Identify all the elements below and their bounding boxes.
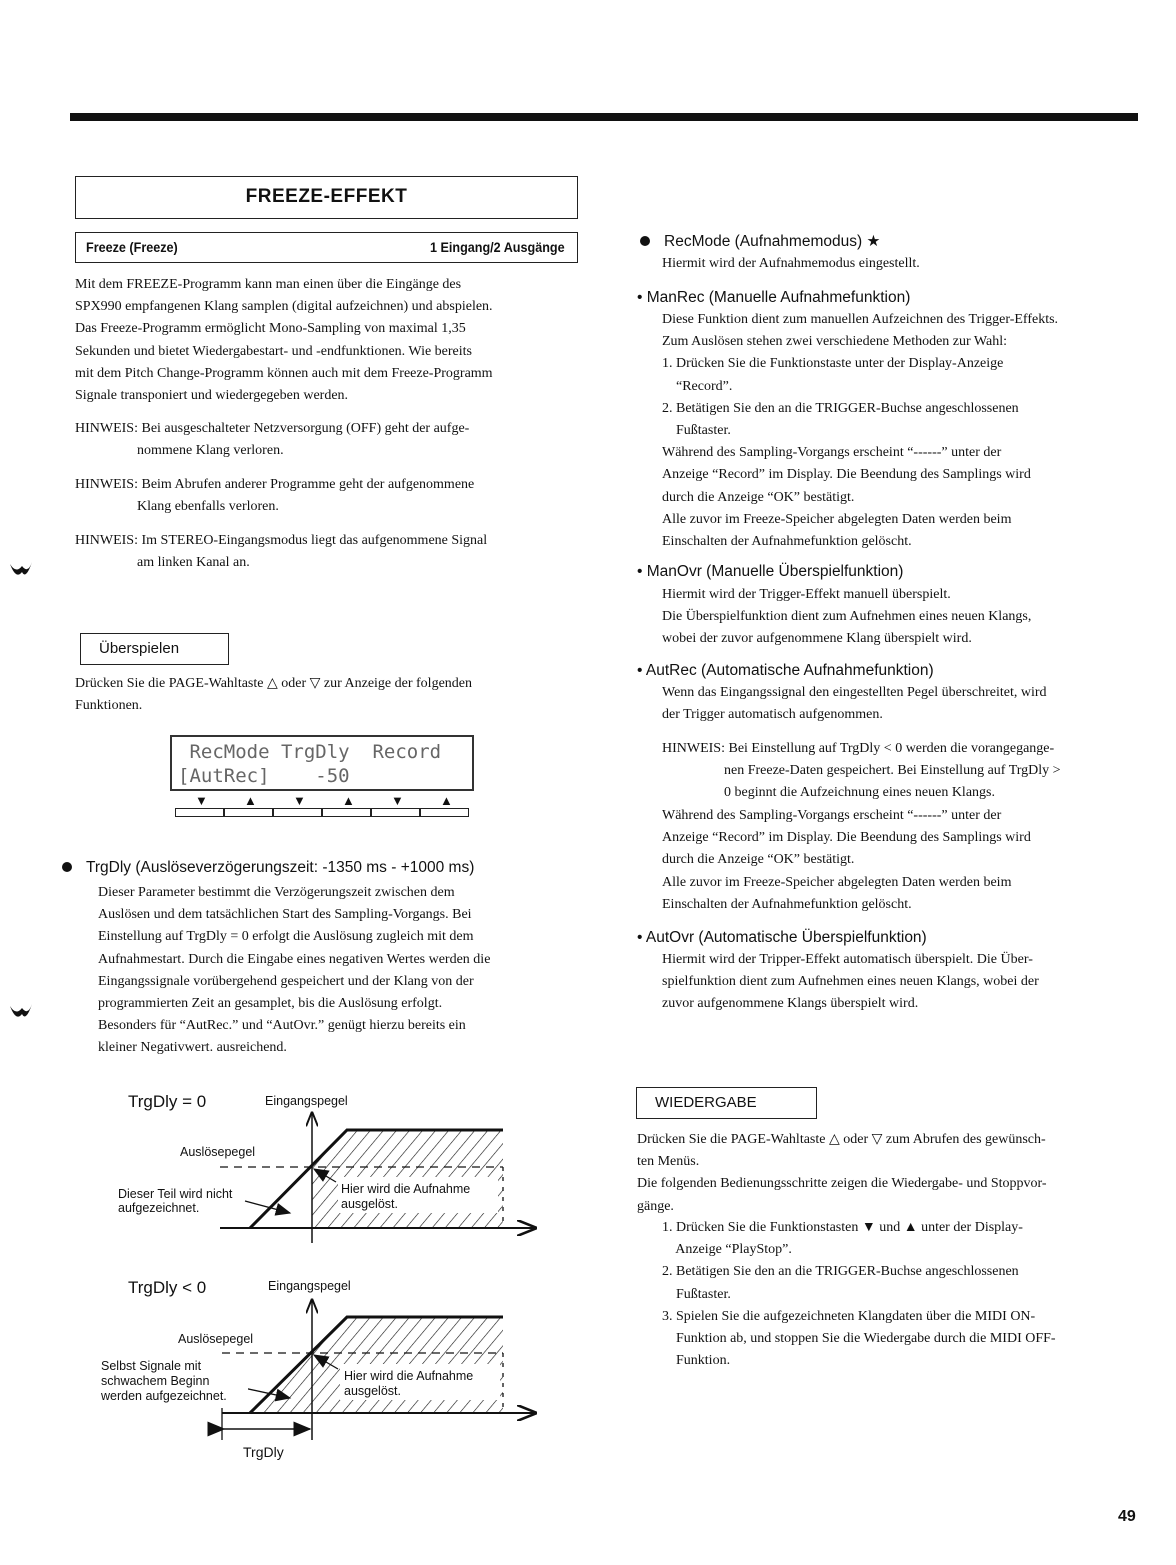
text-line: nen Freeze-Daten gespeichert. Bei Einstellung auf TrgDly > (724, 763, 1061, 779)
text-line: Signale transponiert und wiedergegeben werden. (75, 388, 349, 404)
diagram2-note-right: Hier wird die Aufnahme (344, 1369, 474, 1383)
text-line: HINWEIS: Bei Einstellung auf TrgDly < 0 werden die vorangegange- (662, 741, 1055, 756)
manrec-text (662, 309, 1058, 553)
text-line: SPX990 empfangenen Klang samplen (digital aufzeichnen) und abspielen. (75, 299, 493, 315)
text-line: Drücken Sie die PAGE-Wahltaste △ oder ▽ zum Abrufen des gewünsch- (637, 1132, 1046, 1147)
manrec-heading: • ManRec (Manuelle Aufnahmefunktion) (637, 289, 911, 306)
autovr-text (662, 949, 1039, 1016)
text-line: Einschalten der Aufnahmefunktion gelöscht. (662, 534, 912, 550)
text-line: Während des Sampling-Vorgangs erscheint “------” unter der (662, 445, 1002, 461)
text-line: Anzeige “PlayStop”. (662, 1242, 792, 1258)
manovr-heading: • ManOvr (Manuelle Überspielfunktion) (637, 563, 904, 580)
lcd-line-1: RecMode TrgDly Record (178, 741, 442, 763)
diagram1-note-right: ausgelöst. (341, 1197, 398, 1211)
text-line: 1. Drücken Sie die Funktionstaste unter der Display-Anzeige (662, 356, 1004, 372)
text-line: 2. Betätigen Sie den an die TRIGGER-Buchse angeschlossenen (662, 1264, 1019, 1280)
playback-steps (662, 1217, 1056, 1372)
playback-text (637, 1129, 1047, 1218)
bullet-icon (640, 236, 650, 246)
text-line: Klang ebenfalls verloren. (137, 499, 279, 515)
playback-heading: WIEDERGABE (655, 1094, 757, 1111)
text-line: HINWEIS: Beim Abrufen anderer Programme geht der aufgenommene (75, 477, 475, 492)
text-line: mit dem Pitch Change-Programm können auch mit dem Freeze-Programm (75, 365, 493, 381)
text-line: Alle zuvor im Freeze-Speicher abgelegten Daten werden beim (662, 874, 1012, 890)
text-line: gänge. (637, 1198, 674, 1214)
autrec-text (662, 682, 1047, 726)
text-line: “Record”. (662, 378, 733, 394)
trigger-diagrams (0, 0, 600, 1480)
text-line: Hiermit wird der Trigger-Effekt manuell überspielt. (662, 587, 951, 602)
text-line: Diese Funktion dient zum manuellen Aufzeichnen des Trigger-Effekts. (662, 312, 1059, 327)
text-line: Mit dem FREEZE-Programm kann man einen über die Eingänge des (75, 277, 462, 292)
diagram1-note-left: Dieser Teil wird nicht (118, 1187, 233, 1201)
text-line: HINWEIS: Bei ausgeschalteter Netzversorgung (OFF) geht der aufge- (75, 421, 470, 436)
trgdly-heading-text: TrgDly (Auslöseverzögerungszeit: -1350 ms - +1000 ms) (86, 859, 475, 876)
text-line: Funktionen. (75, 698, 143, 714)
text-line: Auslösen und dem tatsächlichen Start des Sampling-Vorgangs. Bei (98, 907, 472, 923)
text-line: Eingangssignale vorübergehend gespeichert und der Klang von der (98, 973, 474, 989)
text-line: Hiermit wird der Tripper-Effekt automatisch überspielt. Die Über- (662, 952, 1033, 967)
text-line: ten Menüs. (637, 1154, 700, 1170)
diagram1-trigger-label: Auslösepegel (180, 1145, 256, 1159)
text-line: Hiermit wird der Aufnahmemodus eingestellt. (662, 256, 920, 271)
arrow-up-icon: ▲ (342, 793, 355, 808)
text-line: Einschalten der Aufnahmefunktion gelöscht. (662, 896, 912, 912)
text-line: wobei der zuvor aufgenommene Klang überspielt wird. (662, 631, 972, 647)
recmode-heading (640, 232, 880, 252)
diagram-trgdly-zero (118, 1092, 535, 1243)
text-line: HINWEIS: Im STEREO-Eingangsmodus liegt das aufgenommene Signal (75, 533, 488, 548)
text-line: Sekunden und bietet Wiedergabestart- und -endfunktionen. Wie bereits (75, 343, 472, 359)
recmode-heading-text: RecMode (Aufnahmemodus) ★ (664, 233, 881, 250)
diagram-trgdly-negative (98, 1278, 535, 1460)
manovr-text (662, 584, 1031, 651)
text-line: 0 beginnt die Aufzeichnung eines neuen Klangs. (724, 785, 995, 801)
program-name: Freeze (Freeze) (86, 239, 178, 255)
text-line: 3. Spielen Sie die aufgezeichneten Klangdaten über die MIDI ON- (662, 1308, 1036, 1324)
diagram2-note-left: Selbst Signale mit (101, 1359, 202, 1373)
lcd-line-2: [AutRec] -50 (178, 765, 350, 787)
playback-heading-box (636, 1087, 817, 1119)
arrow-up-icon: ▲ (244, 793, 257, 808)
text-line: Zum Auslösen stehen zwei verschiedene Methoden zur Wahl: (662, 334, 1008, 350)
text-line: Drücken Sie die PAGE-Wahltaste △ oder ▽ zur Anzeige der folgenden (75, 676, 472, 691)
text-line: durch die Anzeige “OK” bestätigt. (662, 489, 855, 505)
text-line: Fußtaster. (662, 1286, 731, 1302)
text-line: Das Freeze-Programm ermöglicht Mono-Sampling von maximal 1,35 (75, 321, 466, 337)
arrow-down-icon: ▼ (195, 793, 208, 808)
diagram2-title: TrgDly < 0 (128, 1278, 207, 1297)
diagram2-yaxis-label: Eingangspegel (268, 1279, 351, 1293)
autovr-heading: • AutOvr (Automatische Überspielfunktion) (637, 929, 927, 946)
text-line: Aufnahmestart. Durch die Eingabe eines negativen Wertes werden die (98, 951, 491, 967)
autrec-heading: • AutRec (Automatische Aufnahmefunktion) (637, 662, 934, 679)
diagram2-trigger-label: Auslösepegel (178, 1332, 254, 1346)
diagram2-note-right: ausgelöst. (344, 1384, 401, 1398)
arrow-up-icon: ▲ (440, 793, 453, 808)
text-line: zuvor aufgenommene Klangs überspielt wird. (662, 996, 919, 1012)
text-line: am linken Kanal an. (137, 555, 250, 571)
text-line: der Trigger automatisch aufgenommen. (662, 707, 883, 723)
text-line: spielfunktion dient zum Aufnehmen eines neuen Klangs, wobei der (662, 974, 1039, 990)
text-line: 1. Drücken Sie die Funktionstasten ▼ und ▲ unter der Display- (662, 1220, 1023, 1235)
page-number: 49 (1118, 1508, 1136, 1525)
text-line: Besonders für “AutRec.” und “AutOvr.” genügt hierzu bereits ein (98, 1018, 466, 1034)
text-line: Einstellung auf TrgDly = 0 erfolgt die Auslösung zugleich mit dem (98, 929, 474, 945)
autrec-note (662, 738, 1061, 805)
text-line: Die folgenden Bedienungsschritte zeigen die Wiedergabe- und Stoppvor- (637, 1176, 1047, 1192)
text-line: Während des Sampling-Vorgangs erscheint “------” unter der (662, 808, 1002, 823)
arrow-down-icon: ▼ (293, 793, 306, 808)
text-line: durch die Anzeige “OK” bestätigt. (662, 852, 855, 868)
text-line: nommene Klang verloren. (137, 443, 284, 459)
text-line: Dieser Parameter bestimmt die Verzögerungszeit zwischen dem (98, 885, 455, 900)
diagram1-title: TrgDly = 0 (128, 1092, 207, 1111)
section-title: FREEZE-EFFEKT (245, 186, 408, 207)
text-line: Anzeige “Record” im Display. Die Beendung des Samplings wird (662, 467, 1031, 483)
text-line: 2. Betätigen Sie den an die TRIGGER-Buchse angeschlossenen (662, 400, 1019, 416)
autrec-text-2 (662, 805, 1031, 916)
text-line: kleiner Negativwert. ausreichend. (98, 1040, 287, 1056)
text-line: Funktion ab, und stoppen Sie die Wiedergabe durch die MIDI OFF- (662, 1331, 1056, 1347)
diagram2-note-left: schwachem Beginn (101, 1374, 210, 1388)
recmode-text (662, 253, 920, 275)
diagram1-note-left: aufgezeichnet. (118, 1201, 200, 1215)
text-line: Die Überspielfunktion dient zum Aufnehmen eines neuen Klangs, (662, 609, 1032, 625)
diagram1-note-right: Hier wird die Aufnahme (341, 1182, 471, 1196)
text-line: Funktion. (662, 1353, 731, 1369)
diagram2-note-left: werden aufgezeichnet. (101, 1389, 227, 1403)
overdub-heading: Überspielen (99, 640, 180, 657)
trgdly-span-label: TrgDly (243, 1444, 284, 1460)
text-line: Fußtaster. (662, 423, 731, 439)
program-io: 1 Eingang/2 Ausgänge (430, 239, 565, 255)
text-line: Alle zuvor im Freeze-Speicher abgelegten Daten werden beim (662, 511, 1012, 527)
text-line: programmierten Zeit an gesamplet, bis die Auslösung erfolgt. (98, 996, 443, 1012)
text-line: Anzeige “Record” im Display. Die Beendung des Samplings wird (662, 830, 1031, 846)
arrow-down-icon: ▼ (391, 793, 404, 808)
diagram1-yaxis-label: Eingangspegel (265, 1094, 348, 1108)
text-line: Wenn das Eingangssignal den eingestellten Pegel überschreitet, wird (662, 685, 1047, 700)
